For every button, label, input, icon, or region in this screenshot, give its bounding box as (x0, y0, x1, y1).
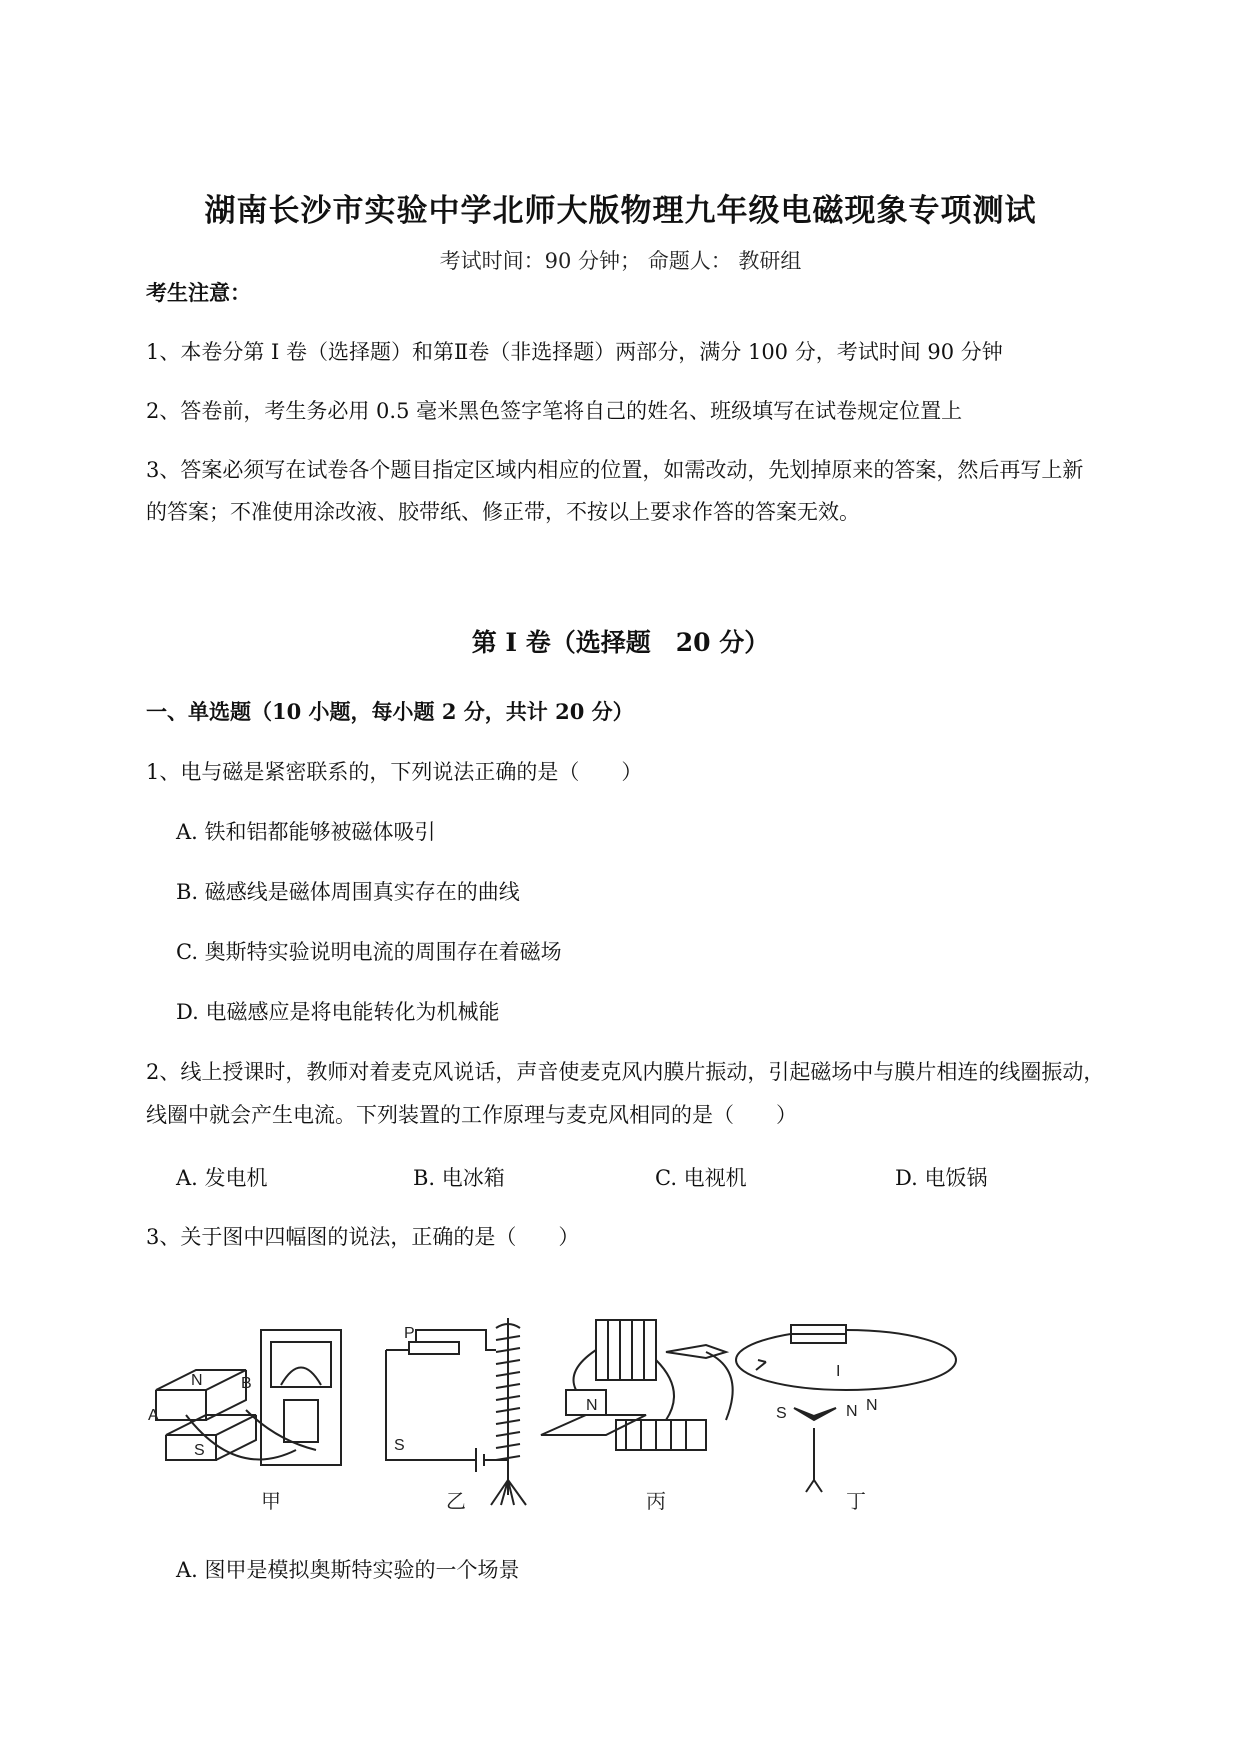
figure-label-yi: 乙 (446, 1489, 466, 1510)
page-title: 湖南长沙市实验中学北师大版物理九年级电磁现象专项测试 (204, 193, 1037, 229)
figure-yi (386, 1318, 526, 1505)
figure-jia (156, 1330, 341, 1465)
label-s-ding: S (776, 1405, 787, 1422)
q3-figure-drawing (146, 1310, 986, 1510)
label-a: A (148, 1407, 159, 1424)
q2-option-c: C. 电视机 (655, 1166, 747, 1190)
notice-item-3: 3、答案必须写在试卷各个题目指定区域内相应的位置，如需改动，先划掉原来的答案，然后再写上新 (146, 458, 1084, 482)
q1-option-a: A. 铁和铝都能够被磁体吸引 (176, 820, 436, 844)
label-n2-ding: N (846, 1403, 858, 1420)
label-p: P (404, 1325, 415, 1342)
q2-stem-line1: 2、线上授课时，教师对着麦克风说话，声音使麦克风内膜片振动，引起磁场中与膜片相连的线圈振动， (146, 1060, 1105, 1084)
exam-info: 考试时间：90 分钟； 命题人： 教研组 (439, 249, 802, 273)
label-s-jia: S (194, 1442, 205, 1459)
q1-option-b: B. 磁感线是磁体周围真实存在的曲线 (176, 880, 520, 904)
q3-stem: 3、关于图中四幅图的说法，正确的是（ ） (146, 1225, 580, 1249)
figure-bing (541, 1320, 733, 1450)
label-n-ding: N (866, 1397, 878, 1414)
q3-figure (146, 1310, 986, 1510)
q3-option-a: A. 图甲是模拟奥斯特实验的一个场景 (176, 1558, 520, 1582)
notice-item-3-cont: 的答案；不准使用涂改液、胶带纸、修正带，不按以上要求作答的答案无效。 (146, 500, 860, 524)
q2-stem-line2: 线圈中就会产生电流。下列装置的工作原理与麦克风相同的是（ ） (146, 1103, 797, 1127)
figure-label-bing: 丙 (646, 1489, 666, 1510)
label-n-jia: N (191, 1372, 203, 1389)
q1-option-d: D. 电磁感应是将电能转化为机械能 (176, 1000, 500, 1024)
notice-heading: 考生注意： (146, 280, 251, 305)
q1-stem: 1、电与磁是紧密联系的，下列说法正确的是（ ） (146, 760, 643, 784)
q2-option-a: A. 发电机 (176, 1166, 268, 1190)
q2-option-b: B. 电冰箱 (413, 1166, 505, 1190)
label-i: I (836, 1363, 841, 1380)
notice-item-2: 2、答卷前，考生务必用 0.5 毫米黑色签字笔将自己的姓名、班级填写在试卷规定位置上 (146, 399, 963, 423)
label-s-yi: S (394, 1437, 405, 1454)
section-title: 第 I 卷（选择题 20 分） (471, 628, 770, 657)
label-n-bing: N (586, 1397, 598, 1414)
notice-item-1: 1、本卷分第 I 卷（选择题）和第Ⅱ卷（非选择题）两部分，满分 100 分，考试时间 90 分钟 (146, 340, 1003, 364)
part-heading: 一、单选题（10 小题，每小题 2 分，共计 20 分） (146, 699, 634, 724)
label-b: B (241, 1375, 252, 1392)
figure-label-ding: 丁 (846, 1489, 866, 1510)
q1-option-c: C. 奥斯特实验说明电流的周围存在着磁场 (176, 940, 562, 964)
q2-option-d: D. 电饭锅 (895, 1166, 988, 1190)
figure-label-jia: 甲 (261, 1489, 281, 1510)
